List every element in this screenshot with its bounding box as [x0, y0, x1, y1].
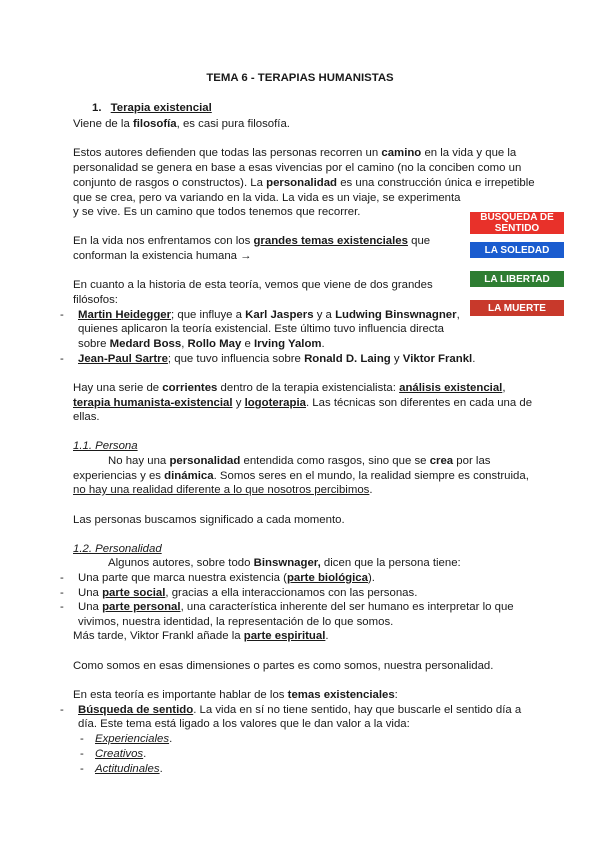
paragraph-line: Estos autores defienden que todas las personas recorren un camino en la vida y que la	[73, 147, 517, 159]
list-item: Búsqueda de sentido. La vida en sí no tiene sentido, hay que buscarle el sentido día a	[78, 704, 522, 716]
list-item: Martin Heidegger; que influye a Karl Jaspers y a Ludwing Binswnagner,	[78, 309, 460, 321]
section-heading-1	[92, 101, 212, 115]
paragraph-line: no hay una realidad diferente a lo que nosotros percibimos.	[73, 484, 373, 496]
paragraph-line: conjunto de rasgos o constructos). La personalidad es una construcción única e irrepetible	[73, 177, 535, 189]
sub-list-item: Creativos.	[95, 748, 147, 760]
sub-bullet: -	[80, 733, 84, 745]
page-title: TEMA 6 - TERAPIAS HUMANISTAS	[206, 72, 394, 84]
list-item-cont: día. Este tema está ligado a los valores que le dan valor a la vida:	[78, 718, 410, 730]
paragraph-line: Como somos en esas dimensiones o partes es como somos, nuestra personalidad.	[73, 660, 494, 672]
list-bullet: -	[60, 587, 64, 599]
subsection-heading-persona: 1.1. Persona	[73, 440, 138, 452]
paragraph-line: filósofos:	[73, 294, 118, 306]
paragraph-line: ellas.	[73, 411, 100, 423]
paragraph-line: personalidad se genera en base a esas vivencias por el camino (no la conciben como un	[73, 162, 522, 174]
paragraph-line: No hay una personalidad entendida como rasgos, sino que se crea por las	[108, 455, 491, 467]
section-number: 1.	[92, 102, 102, 114]
paragraph-line: En esta teoría es importante hablar de los temas existenciales:	[73, 689, 398, 701]
list-item: Jean-Paul Sartre; que tuvo influencia sobre Ronald D. Laing y Viktor Frankl.	[78, 353, 476, 365]
list-bullet: -	[60, 309, 64, 321]
list-bullet: -	[60, 704, 64, 716]
list-item: Una parte que marca nuestra existencia (parte biológica).	[78, 572, 375, 584]
box-la-soledad: LA SOLEDAD	[470, 242, 564, 258]
paragraph-line: terapia humanista-existencial y logoterapia. Las técnicas son diferentes en cada una de	[73, 397, 533, 409]
sub-bullet: -	[80, 748, 84, 760]
list-bullet: -	[60, 601, 64, 613]
list-bullet: -	[60, 353, 64, 365]
list-item: Una parte personal, una característica inherente del ser humano es interpretar lo que	[78, 601, 514, 613]
paragraph-line: que se crea, pero va variando en la vida. La vida es un viaje, se experimenta	[73, 192, 461, 204]
sub-list-item: Experienciales.	[95, 733, 173, 745]
section-title: Terapia existencial	[110, 102, 212, 114]
intro-line: Viene de la filosofía, es casi pura filosofía.	[73, 118, 290, 130]
paragraph-line: Algunos autores, sobre todo Binswnager, dicen que la persona tiene:	[108, 557, 461, 569]
sub-bullet: -	[80, 763, 84, 775]
paragraph-line: Más tarde, Viktor Frankl añade la parte espiritual.	[73, 630, 329, 642]
paragraph-line: Las personas buscamos significado a cada momento.	[73, 514, 345, 526]
subsection-heading-personalidad: 1.2. Personalidad	[73, 543, 162, 555]
paragraph-line: conforman la existencia humana →	[73, 250, 252, 262]
list-item-cont: sobre Medard Boss, Rollo May e Irving Yalom.	[78, 338, 325, 350]
list-bullet: -	[60, 572, 64, 584]
list-item-cont: vivimos, nuestra identidad, la representación de lo que somos.	[78, 616, 394, 628]
paragraph-line: y se vive. Es un camino que todos tenemos que recorrer.	[73, 206, 361, 218]
paragraph-line: En cuanto a la historia de esta teoría, vemos que viene de dos grandes	[73, 279, 433, 291]
box-la-libertad: LA LIBERTAD	[470, 271, 564, 287]
sub-list-item: Actitudinales.	[95, 763, 163, 775]
box-la-muerte: LA MUERTE	[470, 300, 564, 316]
box-busqueda-de-sentido: BÚSQUEDA DE SENTIDO	[470, 212, 564, 234]
paragraph-line: Hay una serie de corrientes dentro de la terapia existencialista: análisis existencial,	[73, 382, 506, 394]
paragraph-line: experiencias y es dinámica. Somos seres en el mundo, la realidad siempre es construida,	[73, 470, 529, 482]
list-item: Una parte social, gracias a ella interaccionamos con las personas.	[78, 587, 418, 599]
paragraph-line: En la vida nos enfrentamos con los grandes temas existenciales que	[73, 235, 431, 247]
list-item-cont: quienes aplicaron la teoría existencial. Este último tuvo influencia directa	[78, 323, 444, 335]
